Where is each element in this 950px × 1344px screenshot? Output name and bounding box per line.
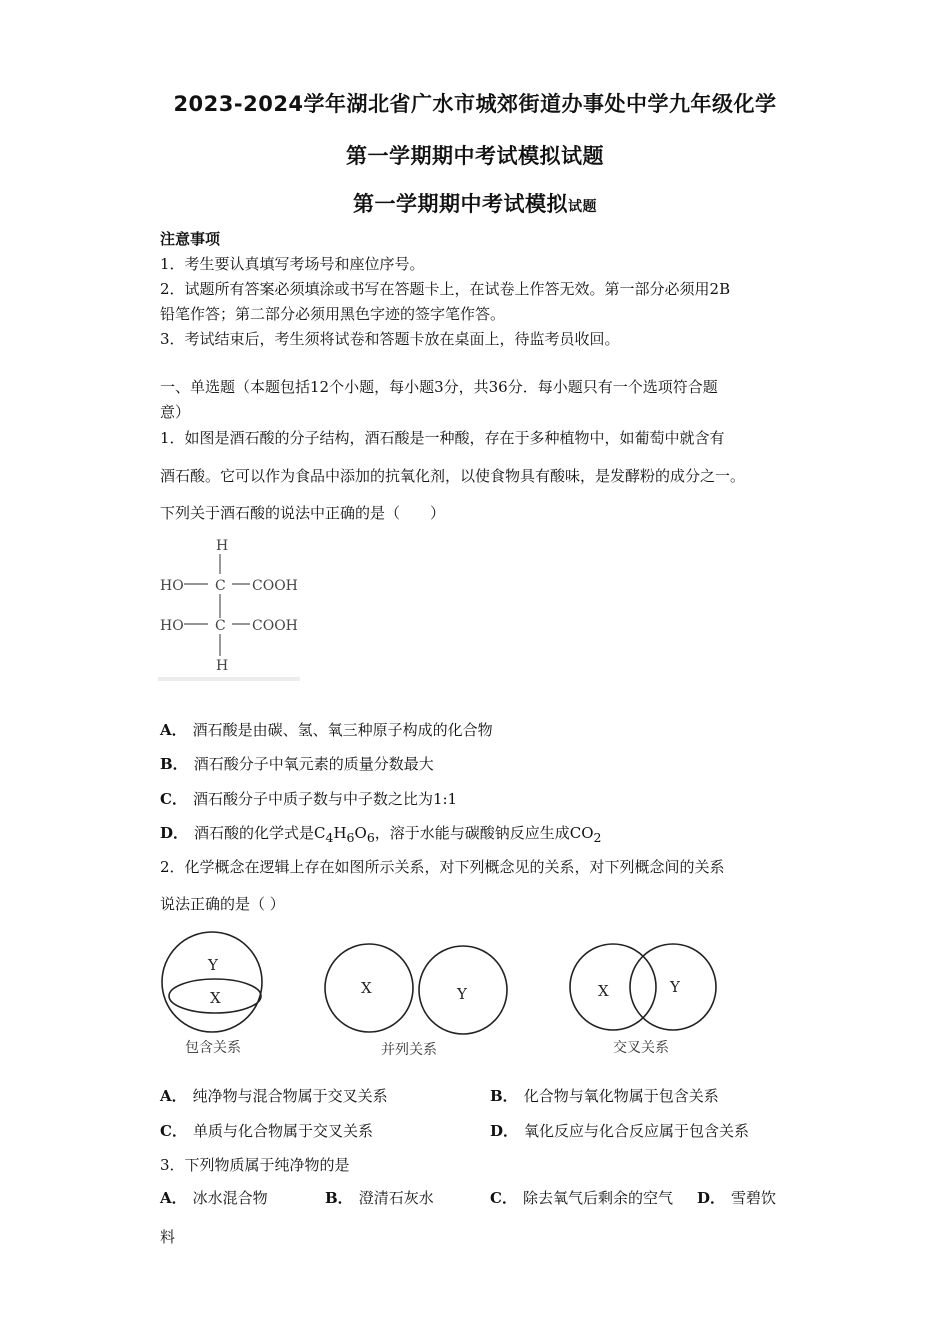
contain-y-label: Y bbox=[208, 956, 218, 974]
q1-option-b-key: B． bbox=[160, 755, 188, 773]
q3-option-b bbox=[325, 1187, 434, 1208]
q2-option-b-text: 化合物与氧化物属于包含关系 bbox=[523, 1087, 719, 1105]
structure-h-top: H bbox=[216, 538, 229, 554]
q2-option-d-key: D． bbox=[490, 1122, 519, 1140]
q3-option-b-text: 澄清石灰水 bbox=[358, 1189, 434, 1207]
q1-option-a-key: A． bbox=[160, 721, 187, 739]
q1-option-b bbox=[160, 753, 434, 774]
q1-option-b-text: 酒石酸分子中氧元素的质量分数最大 bbox=[193, 755, 434, 773]
notice-item-2b: 铅笔作答；第二部分必须用黑色字迹的签字笔作答。 bbox=[160, 305, 506, 323]
q1-option-d bbox=[160, 822, 602, 845]
structure-h-bottom: H bbox=[216, 658, 229, 674]
q1-stem-a: 1．如图是酒石酸的分子结构，酒石酸是一种酸，存在于多种植物中，如葡萄中就含有 bbox=[160, 429, 725, 447]
section-1-heading-a: 一、单选题（本题包括12个小题，每小题3分，共36分．每小题只有一个选项符合题 bbox=[160, 378, 718, 396]
q2-option-a bbox=[160, 1085, 388, 1106]
notice-item-2a: 2．试题所有答案必须填涂或书写在答题卡上，在试卷上作答无效。第一部分必须用2B bbox=[160, 280, 731, 298]
q2-stem-a: 2．化学概念在逻辑上存在如图所示关系，对下列概念见的关系，对下列概念间的关系 bbox=[160, 858, 725, 876]
q1-option-d-sub-co2: 2 bbox=[593, 830, 602, 845]
exam-title-line-1: 2023-2024学年湖北省广水市城郊街道办事处中学九年级化学 bbox=[173, 92, 777, 116]
q1-option-d-sub-c: 4 bbox=[325, 830, 334, 845]
q2-option-d bbox=[490, 1120, 749, 1141]
q1-option-a-text: 酒石酸是由碳、氢、氧三种原子构成的化合物 bbox=[192, 721, 493, 739]
contain-x-label: X bbox=[210, 989, 221, 1007]
q1-option-d-sub-h: 6 bbox=[346, 830, 355, 845]
q1-option-c-key: C． bbox=[160, 790, 187, 808]
structure-ho-2: HO bbox=[160, 618, 184, 634]
q1-option-a bbox=[160, 719, 493, 740]
q1-option-d-sub-o: 6 bbox=[366, 830, 375, 845]
q1-option-d-mid: ，溶于水能与碳酸钠反应生成CO bbox=[374, 824, 594, 842]
q3-option-d-text: 雪碧饮 bbox=[731, 1189, 777, 1207]
contain-outer-circle bbox=[162, 932, 262, 1032]
q3-option-a bbox=[160, 1187, 268, 1208]
notice-item-1: 1．考生要认真填写考场号和座位序号。 bbox=[160, 255, 425, 273]
structure-ho-1: HO bbox=[160, 578, 184, 594]
contain-caption: 包含关系 bbox=[185, 1040, 241, 1056]
structure-cooh-2: COOH bbox=[252, 618, 298, 634]
q2-option-c-text: 单质与化合物属于交叉关系 bbox=[192, 1122, 373, 1140]
q2-option-c-key: C． bbox=[160, 1122, 187, 1140]
exam-title-line-3-small: 试题 bbox=[568, 199, 597, 215]
parallel-x-label: X bbox=[361, 979, 372, 997]
q1-option-d-o: O bbox=[354, 824, 367, 842]
exam-title-line-3 bbox=[0, 188, 950, 218]
exam-title-line-3-main: 第一学期期中考试模拟 bbox=[353, 192, 568, 216]
tartaric-acid-structure bbox=[158, 532, 300, 682]
q3-option-a-key: A． bbox=[160, 1189, 187, 1207]
q2-option-a-text: 纯净物与混合物属于交叉关系 bbox=[192, 1087, 388, 1105]
q2-option-b-key: B． bbox=[490, 1087, 518, 1105]
cross-caption: 交叉关系 bbox=[613, 1040, 669, 1056]
notice-item-3: 3．考试结束后，考生须将试卷和答题卡放在桌面上，待监考员收回。 bbox=[160, 330, 620, 348]
cross-y-label: Y bbox=[670, 978, 680, 996]
cross-x-label: X bbox=[598, 982, 609, 1000]
q3-option-b-key: B． bbox=[325, 1189, 353, 1207]
q1-stem-c: 下列关于酒石酸的说法中正确的是（ ） bbox=[160, 504, 446, 522]
q1-stem-b: 酒石酸。它可以作为食品中添加的抗氧化剂，以使食物具有酸味，是发酵粉的成分之一。 bbox=[160, 467, 746, 485]
q2-stem-b: 说法正确的是（ ） bbox=[160, 895, 285, 913]
q1-option-d-h: H bbox=[333, 824, 347, 842]
notice-heading: 注意事项 bbox=[160, 230, 221, 248]
structure-c-2: C bbox=[215, 618, 226, 634]
q3-option-c bbox=[490, 1187, 673, 1208]
q3-option-a-text: 冰水混合物 bbox=[192, 1189, 268, 1207]
structure-cooh-1: COOH bbox=[252, 578, 298, 594]
concept-relation-diagram bbox=[155, 928, 735, 1063]
q1-option-c bbox=[160, 788, 457, 809]
q3-option-d bbox=[697, 1187, 776, 1208]
exam-title-line-2: 第一学期期中考试模拟试题 bbox=[346, 144, 604, 168]
q3-option-d-continued: 料 bbox=[160, 1228, 176, 1246]
structure-c-1: C bbox=[215, 578, 226, 594]
q2-option-b bbox=[490, 1085, 719, 1106]
q2-option-d-text: 氧化反应与化合反应属于包含关系 bbox=[524, 1122, 750, 1140]
q2-option-a-key: A． bbox=[160, 1087, 187, 1105]
section-1-heading-b: 意） bbox=[160, 403, 191, 421]
q1-option-d-key: D． bbox=[160, 824, 189, 842]
q1-option-d-pre: 酒石酸的化学式是C bbox=[194, 824, 326, 842]
q3-option-d-key: D． bbox=[697, 1189, 726, 1207]
q1-option-c-text: 酒石酸分子中质子数与中子数之比为1:1 bbox=[192, 790, 458, 808]
q2-option-c bbox=[160, 1120, 373, 1141]
parallel-caption: 并列关系 bbox=[381, 1042, 437, 1058]
parallel-y-label: Y bbox=[457, 985, 467, 1003]
q3-option-c-text: 除去氧气后剩余的空气 bbox=[522, 1189, 673, 1207]
q3-option-c-key: C． bbox=[490, 1189, 517, 1207]
q3-stem: 3．下列物质属于纯净物的是 bbox=[160, 1156, 350, 1174]
